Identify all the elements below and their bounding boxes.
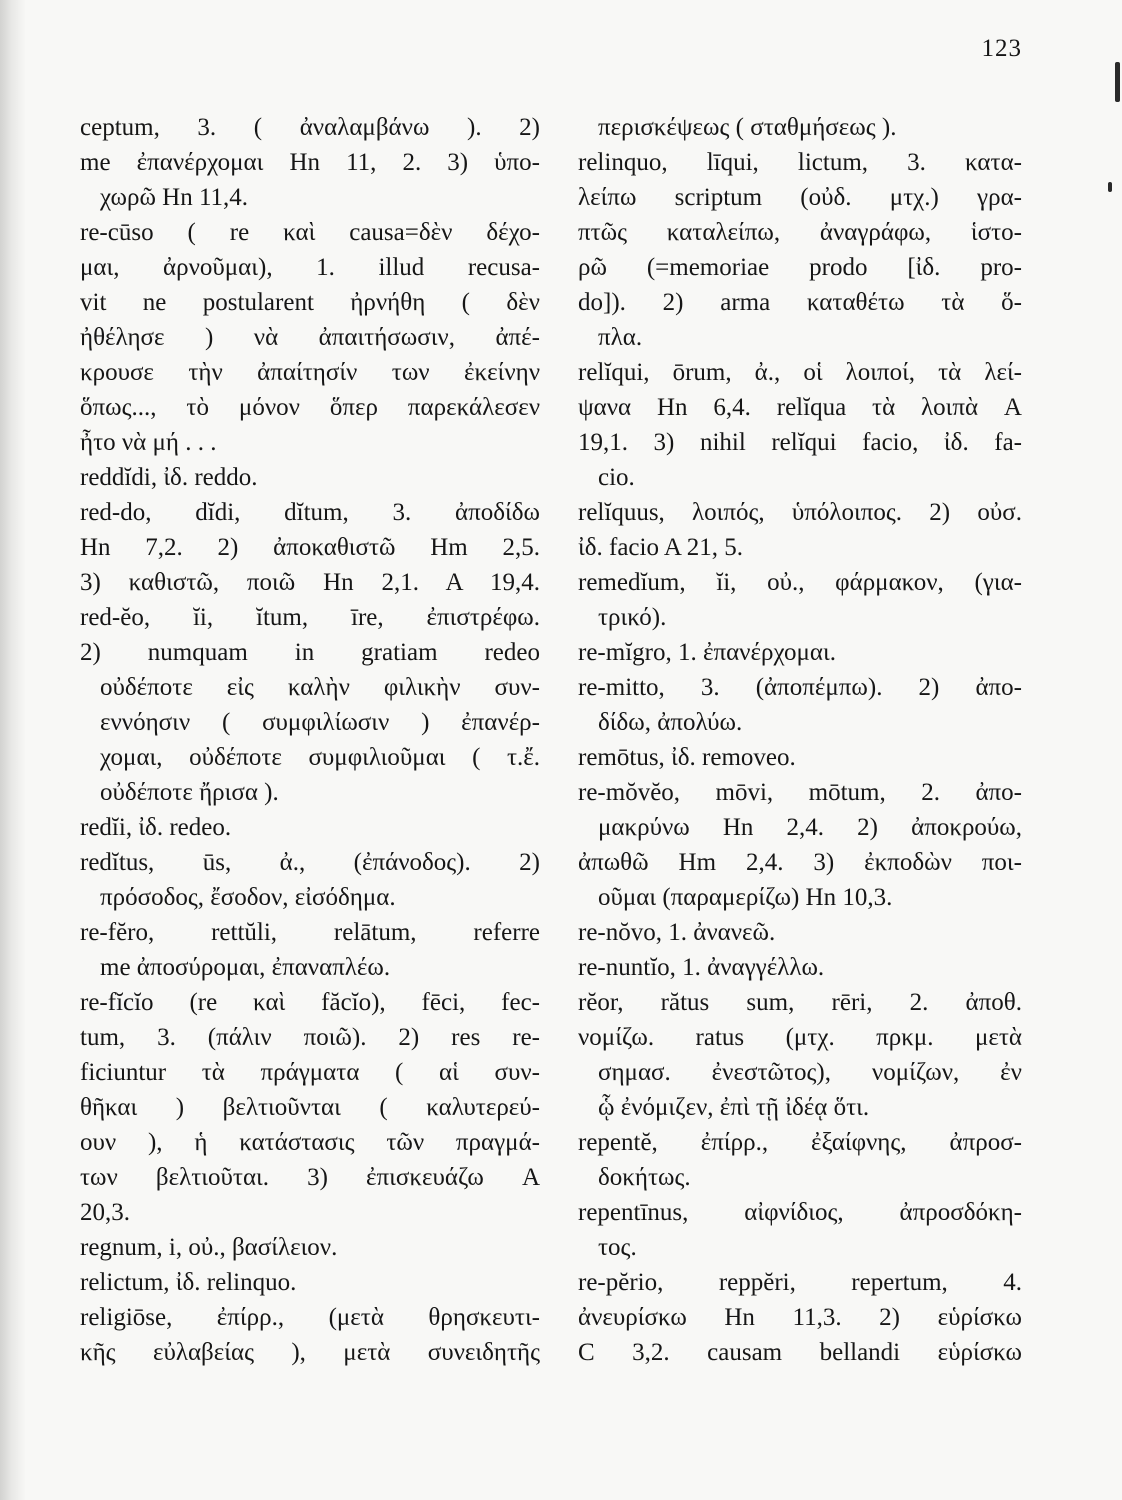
entry-line: ἀνευρίσκω Hn 11,3. 2) εὑρίσκω: [578, 1304, 1022, 1331]
entry-line: red-do, dĭdi, dĭtum, 3. ἀποδίδω: [80, 499, 540, 526]
entry-line: περισκέψεως ( σταθμήσεως ).: [598, 114, 897, 141]
right-column: [578, 110, 1022, 1370]
entry-line: redĭi, ἰδ. redeo.: [80, 814, 232, 841]
entry-line: δοκήτως.: [598, 1164, 691, 1191]
entry-line: relĭqui, ōrum, ἀ., οἱ λοιποί, τὰ λεί-: [578, 359, 1022, 386]
entry-line: re-cūso ( re καὶ causa=δὲν δέχο-: [80, 219, 540, 246]
entry-line: μακρύνω Hn 2,4. 2) ἀποκρούω,: [598, 814, 1022, 841]
entry-line: repentīnus, αἰφνίδιος, ἀπροσδόκη-: [578, 1199, 1022, 1226]
entry-line: rĕor, rătus sum, rēri, 2. ἀποθ.: [578, 989, 1022, 1016]
entry-line: ἀπωθῶ Hm 2,4. 3) ἐκποδὼν ποι-: [578, 849, 1022, 876]
entry-line: re-mĭgro, 1. ἐπανέρχομαι.: [578, 639, 836, 666]
entry-line: reddĭdi, ἰδ. reddo.: [80, 464, 258, 491]
entry-line: relĭquus, λοιπός, ὑπόλοιπος. 2) οὐσ.: [578, 499, 1022, 526]
entry-line: 2) numquam in gratiam redeo: [80, 639, 540, 666]
entry-line: ᾧ ἐνόμιζεν, ἐπὶ τῇ ἰδέᾳ ὅτι.: [598, 1094, 870, 1121]
entry-line: κρουσε τὴν ἀπαίτησίν των ἐκείνην: [80, 359, 540, 386]
entry-line: re-fĕro, rettŭli, relātum, referre: [80, 919, 540, 946]
entry-line: cio.: [598, 464, 635, 491]
entry-line: χωρῶ Hn 11,4.: [100, 184, 249, 211]
entry-line: me ἀποσύρομαι, ἐπαναπλέω.: [100, 954, 391, 981]
entry-line: οὐδέποτε εἰς καλὴν φιλικὴν συν-: [100, 674, 540, 701]
entry-line: χομαι, οὐδέποτε συμφιλιοῦμαι ( τ.ἔ.: [100, 744, 540, 771]
entry-line: religiōse, ἐπίρρ., (μετὰ θρησκευτι-: [80, 1304, 540, 1331]
entry-line: remōtus, ἰδ. removeo.: [578, 744, 796, 771]
entry-line: Hn 7,2. 2) ἀποκαθιστῶ Hm 2,5.: [80, 534, 540, 561]
entry-line: ἦτο νὰ μή . . .: [80, 429, 217, 456]
entry-line: re-mŏvĕo, mōvi, mōtum, 2. ἀπο-: [578, 779, 1022, 806]
entry-line: εννόησιν ( συμφιλίωσιν ) ἐπανέρ-: [100, 709, 540, 736]
entry-line: τρικό).: [598, 604, 667, 631]
entry-line: 20,3.: [80, 1199, 130, 1226]
entry-line: 19,1. 3) nihil relĭqui facio, ἰδ. fa-: [578, 429, 1022, 456]
entry-line: ficiuntur τὰ πράγματα ( αἱ συν-: [80, 1059, 540, 1086]
entry-line: vit ne postularent ἠρνήθη ( δὲν: [80, 289, 540, 316]
entry-line: remedĭum, ĭi, οὐ., φάρμακον, (για-: [578, 569, 1022, 596]
entry-line: regnum, i, οὐ., βασίλειον.: [80, 1234, 338, 1261]
entry-line: λείπω scriptum (οὐδ. μτχ.) γρα-: [578, 184, 1022, 211]
entry-line: μαι, ἀρνοῦμαι), 1. illud recusa-: [80, 254, 540, 281]
entry-line: do]). 2) arma καταθέτω τὰ ὅ-: [578, 289, 1022, 316]
left-column: [80, 110, 540, 1370]
entry-line: δίδω, ἀπολύω.: [598, 709, 743, 736]
entry-line: πλα.: [598, 324, 643, 351]
entry-line: relinquo, līqui, lictum, 3. κατα-: [578, 149, 1022, 176]
entry-line: me ἐπανέρχομαι Hn 11, 2. 3) ὑπο-: [80, 149, 540, 176]
page-edge-shadow: [0, 0, 26, 1500]
scan-edge-mark: [1115, 62, 1120, 102]
entry-line: tum, 3. (πάλιν ποιῶ). 2) res re-: [80, 1024, 540, 1051]
entry-line: οῦμαι (παραμερίζω) Hn 10,3.: [598, 884, 893, 911]
entry-line: re-fĭcĭo (re καὶ făcĭo), fēci, fec-: [80, 989, 540, 1016]
entry-line: ρῶ (=memoriae prodo [ἰδ. pro-: [578, 254, 1022, 281]
entry-line: ἰδ. facio A 21, 5.: [578, 534, 744, 561]
page-number: 123: [981, 35, 1022, 62]
entry-line: σημασ. ἐνεστῶτος), νομίζων, ἐν: [598, 1059, 1022, 1086]
entry-line: ὅπως..., τὸ μόνον ὅπερ παρεκάλεσεν: [80, 394, 540, 421]
entry-line: θῆκαι ) βελτιοῦνται ( καλυτερεύ-: [80, 1094, 540, 1121]
entry-line: redĭtus, ūs, ἀ., (ἐπάνοδος). 2): [80, 849, 540, 876]
entry-line: των βελτιοῦται. 3) ἐπισκευάζω A: [80, 1164, 540, 1191]
entry-line: νομίζω. ratus (μτχ. πρκμ. μετὰ: [578, 1024, 1022, 1051]
entry-line: πρόσοδος, ἔσοδον, εἰσόδημα.: [100, 884, 396, 911]
entry-line: re-nŏvo, 1. ἀνανεῶ.: [578, 919, 776, 946]
entry-line: οὐδέποτε ἤρισα ).: [100, 779, 279, 806]
entry-line: C 3,2. causam bellandi εὑρίσκω: [578, 1339, 1022, 1366]
entry-line: 3) καθιστῶ, ποιῶ Hn 2,1. A 19,4.: [80, 569, 540, 596]
entry-line: ceptum, 3. ( ἀναλαμβάνω ). 2): [80, 114, 540, 141]
entry-line: red-ĕo, ĭi, ĭtum, īre, ἐπιστρέφω.: [80, 604, 540, 631]
scan-edge-mark: [1108, 182, 1112, 192]
entry-line: τος.: [598, 1234, 637, 1261]
entry-line: repentĕ, ἐπίρρ., ἐξαίφνης, ἀπροσ-: [578, 1129, 1022, 1156]
entry-line: relictum, ἰδ. relinquo.: [80, 1269, 297, 1296]
entry-line: ἠθέλησε ) νὰ ἀπαιτήσωσιν, ἀπέ-: [80, 324, 540, 351]
entry-line: re-pĕrio, reppĕri, repertum, 4.: [578, 1269, 1022, 1296]
entry-line: κῆς εὐλαβείας ), μετὰ συνειδητῆς: [80, 1339, 540, 1366]
entry-line: re-nuntĭo, 1. ἀναγγέλλω.: [578, 954, 825, 981]
entry-line: ψανα Hn 6,4. relĭqua τὰ λοιπὰ A: [578, 394, 1022, 421]
entry-line: πτῶς καταλείπω, ἀναγράφω, ἱστο-: [578, 219, 1022, 246]
entry-line: ουν ), ἡ κατάστασις τῶν πραγμά-: [80, 1129, 540, 1156]
entry-line: re-mitto, 3. (ἀποπέμπω). 2) ἀπο-: [578, 674, 1022, 701]
